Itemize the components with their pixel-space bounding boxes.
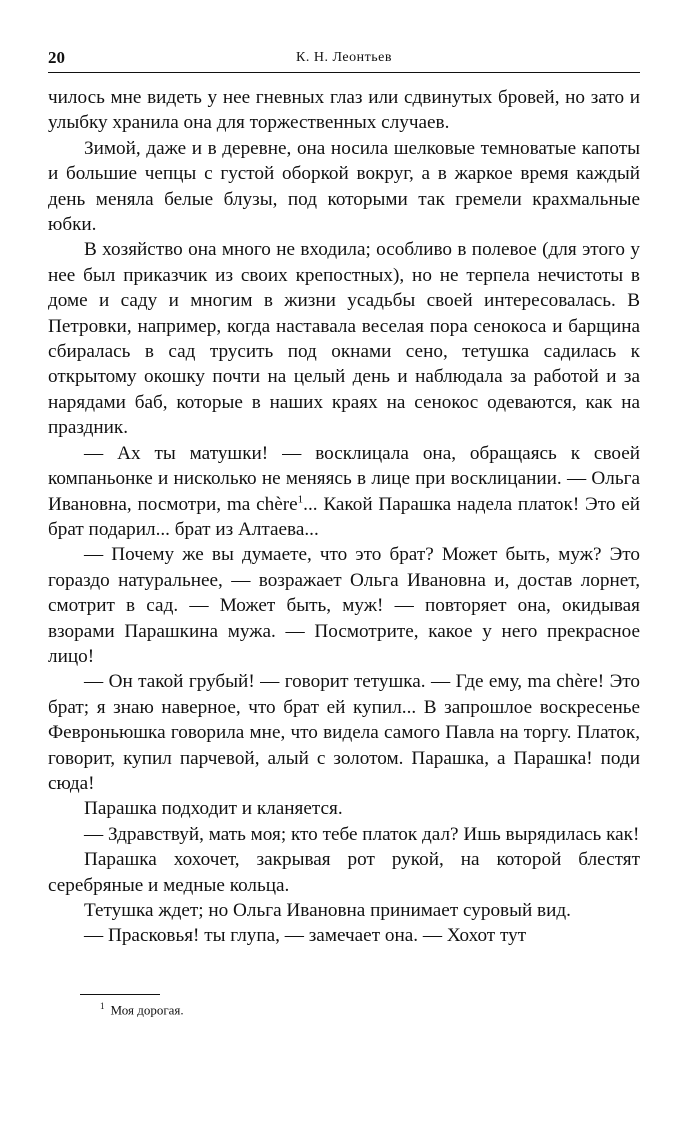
footnote-marker: 1 xyxy=(100,1001,105,1011)
page-number: 20 xyxy=(48,48,65,67)
paragraph-text: ... Какой Парашка надела платок! Это ей брат подарил... брат из Алтаева... xyxy=(48,493,640,540)
paragraph: чилось мне видеть у нее гневных глаз или сдвинутых бровей, но зато и улыбку хранила она для торжественных случаев. xyxy=(48,87,640,134)
footnote xyxy=(80,1001,480,1018)
running-head: К. Н. Леонтьев xyxy=(296,50,392,65)
paragraph: Зимой, даже и в деревне, она носила шелковые темноватые капоты и большие чепцы с густой оборкой вокруг, а в жаркое время каждый день меняла белые блузы, под которыми так гремели крахмальные юбки. xyxy=(48,137,640,236)
paragraph xyxy=(48,441,640,543)
paragraph-text: — Ах ты матушки! — восклицала она, обращаясь к своей компаньонке и нисколько не меняясь в лице при восклицании. — Ольга Ивановна, посмотри, ma chère xyxy=(48,442,640,515)
paragraph: Парашка хохочет, закрывая рот рукой, на которой блестят серебряные и медные кольца. xyxy=(48,849,640,896)
paragraph: — Он такой грубый! — говорит тетушка. — Где ему, ma chère! Это брат; я знаю наверное, что брат ей купил... В запрошлое воскресенье Февроньюшка говорила мне, что видела самого Павла на торгу. Платок, говорит, купил парчевой, алый с золотом. Парашка, а Парашка! поди сюда! xyxy=(48,671,640,794)
footnote-divider xyxy=(80,994,160,995)
paragraph: Тетушка ждет; но Ольга Ивановна принимает суровый вид. xyxy=(84,900,571,921)
footnote-reference: 1 xyxy=(297,493,304,506)
paragraph: — Здравствуй, мать моя; кто тебе платок дал? Ишь вырядилась как! xyxy=(84,823,640,845)
paragraph: В хозяйство она много не входила; особливо в полевое (для этого у нее был приказчик из своих крепостных), но не терпела нечистоты в доме и саду и многим в жизни усадьбы своей интересовалась. В Петровки, например, когда наставала веселая пора сенокоса и барщина сбиралась в сад трусить под окнами сено, тетушка садилась к открытому окошку почти на целый день и наблюдала за работой и за нарядами баб, которые в наших краях на сенокос одеваются, как на праздник. xyxy=(48,239,640,439)
paragraph: — Прасковья! ты глупа, — замечает она. — Хохот тут xyxy=(84,925,527,947)
paragraph: — Почему же вы думаете, что это брат? Может быть, муж? Это гораздо натуральнее, — возражает Ольга Ивановна и, достав лорнет, смотрит в сад. — Может быть, муж! — повторяет она, окидывая взорами Парашкина мужа. — Посмотрите, какое у него прекрасное лицо! xyxy=(48,544,640,667)
paragraph: Парашка подходит и кланяется. xyxy=(84,798,343,820)
footnote-text: Моя дорогая. xyxy=(110,1002,184,1018)
page-header xyxy=(48,46,640,73)
book-page xyxy=(48,46,640,949)
body-text xyxy=(48,85,640,949)
footnotes xyxy=(80,994,480,1018)
